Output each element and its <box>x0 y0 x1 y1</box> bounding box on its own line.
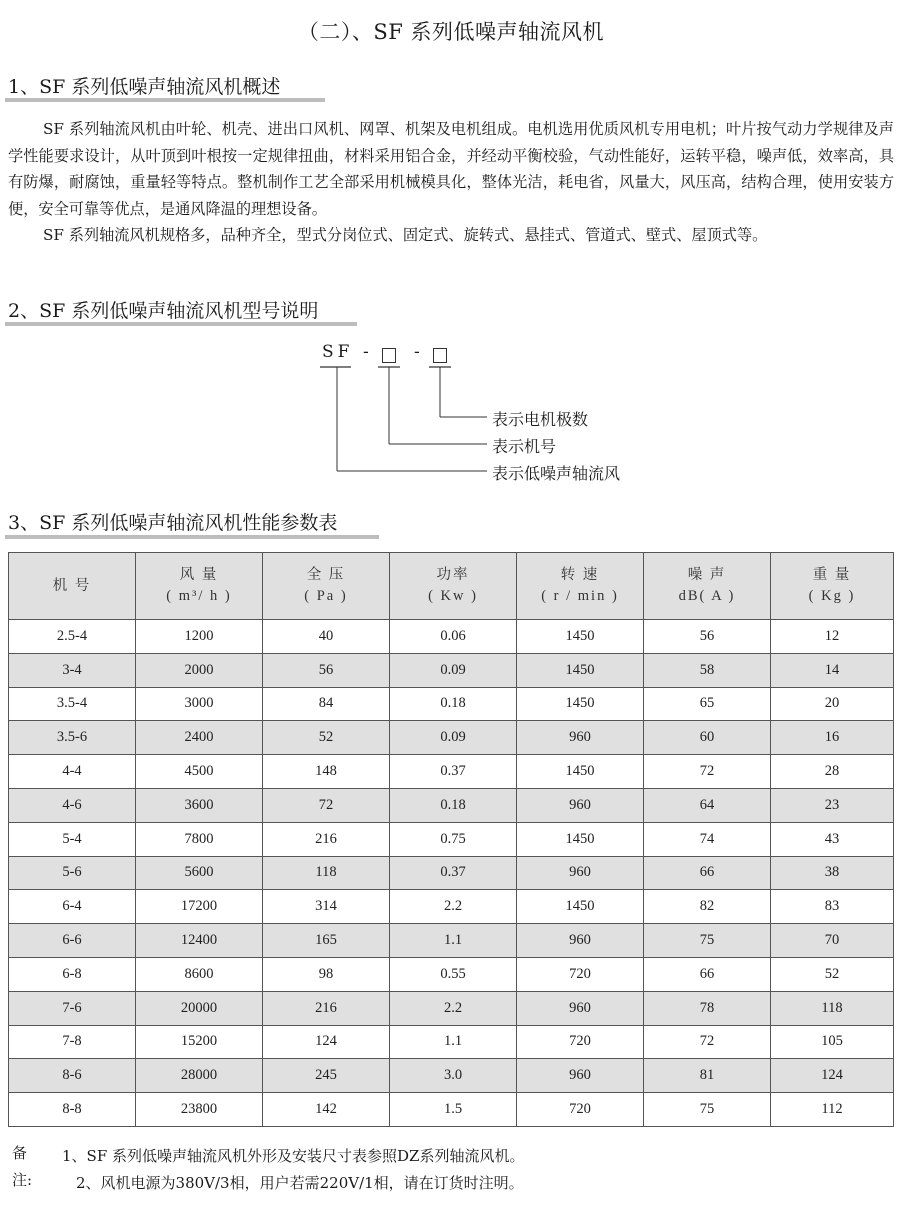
table-cell: 0.18 <box>390 788 517 822</box>
table-cell: 2.2 <box>390 991 517 1025</box>
model-code-diagram <box>310 340 650 490</box>
performance-table <box>8 552 894 1127</box>
table-cell: 0.75 <box>390 822 517 856</box>
column-header <box>263 553 390 620</box>
column-header-unit: dB( A ) <box>678 588 736 604</box>
table-row <box>9 957 894 991</box>
overview-paragraph: SF 系列轴流风机由叶轮、机壳、进出口风机、网罩、机架及电机组成。电机选用优质风机专用电机；叶片按气动力学规律及声学性能要求设计，从叶顶到叶根按一定规律扭曲，材料采用铝合金，并经动平衡校验，气动性能好，运转平稳，噪声低，效率高，具有防爆，耐腐蚀，重量轻等特点。整机制作工艺全部采用机械模具化，整体光洁，耗电省，风量大，风压高，结构合理，使用安装方便，安全可靠等优点，是通风降温的理想设备。 <box>8 120 894 218</box>
table-cell: 3.0 <box>390 1059 517 1093</box>
table-cell: 40 <box>263 620 390 654</box>
code-separator: - <box>414 342 420 362</box>
table-cell: 5600 <box>136 856 263 890</box>
table-cell: 20000 <box>136 991 263 1025</box>
table-row <box>9 1025 894 1059</box>
table-cell: 2000 <box>136 653 263 687</box>
code-separator: - <box>363 342 369 362</box>
table-cell: 7800 <box>136 822 263 856</box>
section-heading-model: 2、SF 系列低噪声轴流风机型号说明 <box>8 300 319 322</box>
table-cell: 148 <box>263 755 390 789</box>
table-cell: 28000 <box>136 1059 263 1093</box>
section-underline <box>5 535 379 539</box>
table-cell: 1450 <box>517 890 644 924</box>
table-cell: 1450 <box>517 620 644 654</box>
table-cell: 4-4 <box>9 755 136 789</box>
column-header-unit: ( Kw ) <box>428 588 478 604</box>
column-header-name: 机 号 <box>52 577 92 594</box>
note-item: 1、SF 系列低噪声轴流风机外形及安装尺寸表参照DZ系列轴流风机。 <box>62 1147 525 1165</box>
table-cell: 84 <box>263 687 390 721</box>
table-cell: 60 <box>644 721 771 755</box>
table-cell: 1450 <box>517 653 644 687</box>
table-cell: 81 <box>644 1059 771 1093</box>
table-body <box>9 620 894 1127</box>
table-cell: 14 <box>771 653 894 687</box>
column-header-unit: ( Pa ) <box>304 588 348 604</box>
table-cell: 8-8 <box>9 1093 136 1127</box>
table-cell: 245 <box>263 1059 390 1093</box>
table-cell: 124 <box>263 1025 390 1059</box>
table-cell: 2.5-4 <box>9 620 136 654</box>
table-cell: 0.55 <box>390 957 517 991</box>
table-cell: 83 <box>771 890 894 924</box>
table-cell: 3600 <box>136 788 263 822</box>
column-header-name: 功率 <box>436 567 470 583</box>
table-row <box>9 788 894 822</box>
table-cell: 66 <box>644 957 771 991</box>
table-cell: 105 <box>771 1025 894 1059</box>
table-row <box>9 856 894 890</box>
table-row <box>9 687 894 721</box>
table-cell: 20 <box>771 687 894 721</box>
overview-text <box>8 116 894 249</box>
table-cell: 0.09 <box>390 653 517 687</box>
table-cell: 1.1 <box>390 924 517 958</box>
column-header-name: 重 量 <box>812 567 852 583</box>
table-cell: 98 <box>263 957 390 991</box>
column-header <box>390 553 517 620</box>
column-header <box>517 553 644 620</box>
table-cell: 43 <box>771 822 894 856</box>
table-cell: 52 <box>263 721 390 755</box>
table-cell: 720 <box>517 957 644 991</box>
table-cell: 3.5-4 <box>9 687 136 721</box>
table-cell: 0.18 <box>390 687 517 721</box>
table-cell: 1450 <box>517 822 644 856</box>
table-cell: 6-4 <box>9 890 136 924</box>
table-cell: 124 <box>771 1059 894 1093</box>
table-cell: 314 <box>263 890 390 924</box>
column-header <box>644 553 771 620</box>
table-cell: 960 <box>517 924 644 958</box>
code-prefix: SF <box>322 342 354 362</box>
table-cell: 65 <box>644 687 771 721</box>
table-cell: 720 <box>517 1093 644 1127</box>
table-cell: 7-6 <box>9 991 136 1025</box>
table-row <box>9 721 894 755</box>
table-cell: 960 <box>517 1059 644 1093</box>
table-cell: 1.1 <box>390 1025 517 1059</box>
section-heading-performance: 3、SF 系列低噪声轴流风机性能参数表 <box>8 512 338 534</box>
table-cell: 5-4 <box>9 822 136 856</box>
section-underline <box>5 98 325 102</box>
table-cell: 1200 <box>136 620 263 654</box>
column-header <box>136 553 263 620</box>
column-header-name: 噪 声 <box>687 567 727 583</box>
table-cell: 960 <box>517 856 644 890</box>
column-header <box>9 553 136 620</box>
table-cell: 75 <box>644 1093 771 1127</box>
table-cell: 2400 <box>136 721 263 755</box>
table-cell: 16 <box>771 721 894 755</box>
table-cell: 38 <box>771 856 894 890</box>
table-cell: 28 <box>771 755 894 789</box>
table-cell: 720 <box>517 1025 644 1059</box>
table-cell: 960 <box>517 991 644 1025</box>
table-cell: 12 <box>771 620 894 654</box>
table-cell: 5-6 <box>9 856 136 890</box>
table-cell: 72 <box>644 1025 771 1059</box>
column-header-name: 风 量 <box>179 567 219 583</box>
table-row <box>9 620 894 654</box>
table-row <box>9 924 894 958</box>
table-cell: 4-6 <box>9 788 136 822</box>
table-cell: 12400 <box>136 924 263 958</box>
table-cell: 1450 <box>517 755 644 789</box>
column-header-unit: ( r / min ) <box>541 588 619 604</box>
table-cell: 7-8 <box>9 1025 136 1059</box>
table-row <box>9 890 894 924</box>
table-cell: 15200 <box>136 1025 263 1059</box>
table-cell: 6-6 <box>9 924 136 958</box>
table-cell: 23 <box>771 788 894 822</box>
table-row <box>9 653 894 687</box>
table-cell: 72 <box>263 788 390 822</box>
table-cell: 3.5-6 <box>9 721 136 755</box>
table-cell: 0.37 <box>390 856 517 890</box>
table-cell: 8600 <box>136 957 263 991</box>
table-cell: 0.37 <box>390 755 517 789</box>
table-cell: 17200 <box>136 890 263 924</box>
table-cell: 70 <box>771 924 894 958</box>
legend-series: 表示低噪声轴流风 <box>492 464 621 483</box>
table-cell: 52 <box>771 957 894 991</box>
table-cell: 4500 <box>136 755 263 789</box>
note-item: 2、风机电源为380V/3相，用户若需220V/1相，请在订货时注明。 <box>76 1174 524 1192</box>
table-cell: 74 <box>644 822 771 856</box>
table-cell: 78 <box>644 991 771 1025</box>
column-header-unit: ( m³/ h ) <box>166 588 232 604</box>
column-header-name: 全 压 <box>306 567 346 583</box>
notes-label: 备注: <box>12 1144 33 1189</box>
table-cell: 3000 <box>136 687 263 721</box>
table-cell: 3-4 <box>9 653 136 687</box>
table-cell: 58 <box>644 653 771 687</box>
table-cell: 64 <box>644 788 771 822</box>
section-heading-overview: 1、SF 系列低噪声轴流风机概述 <box>8 76 281 98</box>
table-cell: 2.2 <box>390 890 517 924</box>
table-cell: 118 <box>263 856 390 890</box>
table-cell: 75 <box>644 924 771 958</box>
table-row <box>9 822 894 856</box>
table-cell: 0.06 <box>390 620 517 654</box>
column-header-name: 转 速 <box>560 567 600 583</box>
table-row <box>9 1059 894 1093</box>
section-underline <box>5 322 357 326</box>
table-row <box>9 991 894 1025</box>
page-title: （二）、SF 系列低噪声轴流风机 <box>297 20 605 44</box>
table-cell: 216 <box>263 991 390 1025</box>
column-header <box>771 553 894 620</box>
table-cell: 72 <box>644 755 771 789</box>
table-cell: 23800 <box>136 1093 263 1127</box>
overview-paragraph: SF 系列轴流风机规格多，品种齐全，型式分岗位式、固定式、旋转式、悬挂式、管道式、壁式、屋顶式等。 <box>42 226 768 244</box>
table-cell: 216 <box>263 822 390 856</box>
table-row <box>9 755 894 789</box>
table-cell: 118 <box>771 991 894 1025</box>
table-row <box>9 1093 894 1127</box>
table-cell: 165 <box>263 924 390 958</box>
table-cell: 8-6 <box>9 1059 136 1093</box>
table-cell: 142 <box>263 1093 390 1127</box>
table-cell: 66 <box>644 856 771 890</box>
table-cell: 112 <box>771 1093 894 1127</box>
table-cell: 960 <box>517 721 644 755</box>
table-cell: 56 <box>263 653 390 687</box>
legend-machine-number: 表示机号 <box>492 437 557 456</box>
table-cell: 6-8 <box>9 957 136 991</box>
table-cell: 1450 <box>517 687 644 721</box>
table-cell: 960 <box>517 788 644 822</box>
table-cell: 82 <box>644 890 771 924</box>
table-cell: 56 <box>644 620 771 654</box>
legend-poles: 表示电机极数 <box>492 410 589 429</box>
table-cell: 0.09 <box>390 721 517 755</box>
column-header-unit: ( Kg ) <box>808 588 856 604</box>
table-header-row <box>9 553 894 620</box>
table-cell: 1.5 <box>390 1093 517 1127</box>
